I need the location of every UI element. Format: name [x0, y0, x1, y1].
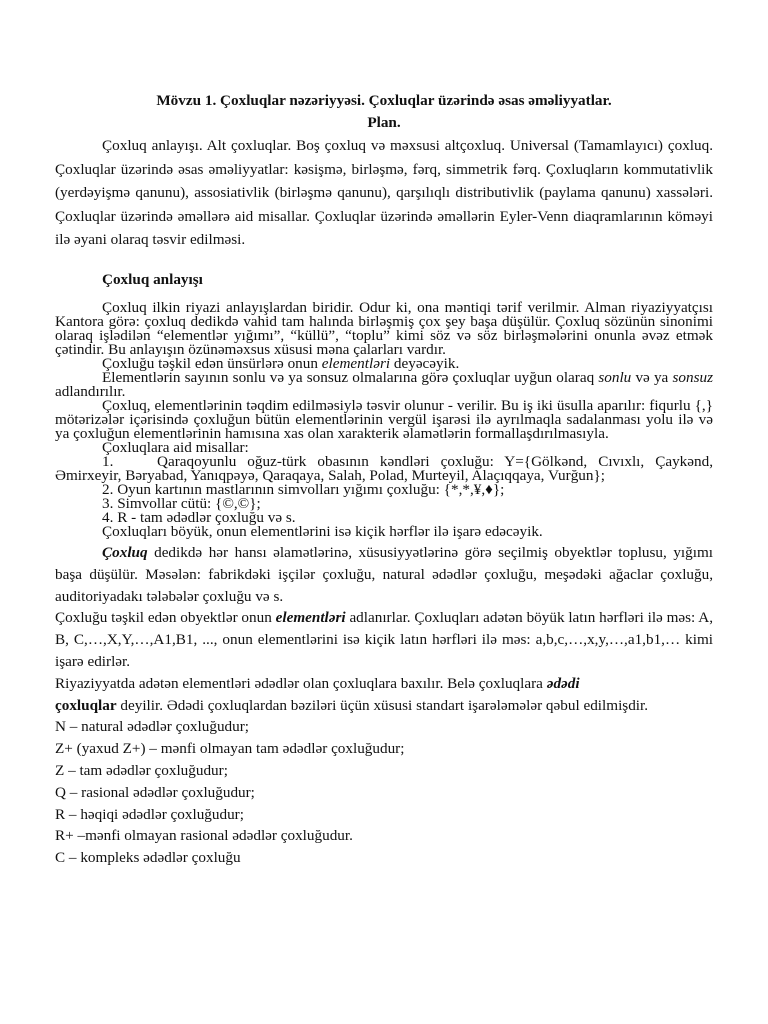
emphasis-term: elementləri — [275, 609, 346, 627]
emphasis-term: ədədi — [546, 674, 580, 692]
emphasis-term: sonsuz — [672, 368, 713, 386]
number-set-line: Z – tam ədədlər çoxluğudur; — [55, 761, 228, 779]
paragraph-finite-infinite: Elementlərin sayının sonlu və ya sonsuz olmalarına görə çoxluqlar uyğun olaraq sonlu və ya sonsuz adlandırılır. — [55, 368, 713, 400]
number-set-line: C – kompleks ədədlər çoxluğu — [55, 849, 241, 867]
paragraph-definition: Çoxluq ilkin riyazi anlayışlardan biridir. Odur ki, ona məntiqi tərif verilmir. Alman riyaziyyatçısı Kantora görə: çoxluq dedikdə vahid tam halında birləşmiş çox şey başa düşülür. Çoxluq sözünün sinonimi olaraq işlədilən “elementlər yığımı”, “küllü”, “toplu” kimi söz və söz birləşmələrini onunla əvəz etmək çətindir. Bu anlayışın özünəməxsus xüsusi məna çalarları vardır. — [55, 298, 713, 358]
number-set-line: N – natural ədədlər çoxluğudur; — [55, 718, 249, 736]
paragraph-set-meaning: Çoxluq dedikdə hər hansı əlamətlərinə, xüsusiyyətlərinə görə seçilmiş obyektlər toplusu, yığımı başa düşülür. Məsələn: fabrikdəki işçilər çoxluğu, natural ədədlər çoxluğu, meşədəki ağaclar çoxluğu, auditoriyadakı tələbələr çoxluğu və s. — [55, 543, 713, 605]
example-item: 1. Qaraqoyunlu oğuz-türk obasının kəndləri çoxluğu: Y={Gölkənd, Cıvıxlı, Çaykənd, Əmirxeyir, Bəryabad, Yanıqpəyə, Qaraqaya, Salah, Polad, Murteyil, Alaçıqqaya, Vurğun}; — [55, 452, 713, 484]
paragraph-representation: Çoxluq, elementlərinin təqdim edilməsiylə təsvir olunur - verilir. Bu iş iki üsulla aparılır: fiqurlu {,} mötərizələr içərisində çoxluğun bütün elementlərinin vergül işarəsi ilə ayrılmaqla sadalanması yolu ilə və ya çoxluğun elementlərinin hamısına xas olan xarakterik əlamətlərin formallaşdırılmasıyla. — [55, 396, 713, 442]
dense-section — [55, 298, 713, 540]
examples-heading: Çoxluqlara aid misallar: — [102, 438, 249, 456]
example-item: 2. Oyun kartının mastlarının simvolları yığımı çoxluğu: {*,*,¥,♦}; — [102, 480, 505, 498]
number-set-line: Z+ (yaxud Z+) – mənfi olmayan tam ədədlər çoxluğudur; — [55, 740, 405, 758]
plan-paragraph: Çoxluq anlayışı. Alt çoxluqlar. Boş çoxluq və məxsusi altçoxluq. Universal (Tamamlayıcı) çoxluq. Çoxluqlar üzərində əsas əməliyyatlar: kəsişmə, birləşmə, fərq, simmetrik fərq. Çoxluqların kommutativlik (yerdəyişmə qanunu), assosiativlik (birləşmə qanunu), qarşılıqlı distributivlik (paylama qanunu) xassələri. Çoxluqlar üzərində əməllərə aid misallar. Çoxluqlar üzərində əməllərin Eyler-Venn diaqramlarının köməyi ilə əyani olaraq təsvir edilməsi. — [55, 137, 713, 249]
paragraph-numeric-sets: Riyaziyyatda adətən elementləri ədədlər olan çoxluqlara baxılır. Belə çoxluqlara ədədi çoxluqlar deyilir. Ədədi çoxluqlardan bəziləri üçün xüsusi standart işarələmələr qəbul edilmişdir. — [55, 674, 649, 714]
emphasis-term: elementləri — [321, 354, 391, 372]
emphasis-term: sonlu — [598, 368, 632, 386]
number-set-line: Q – rasional ədədlər çoxluğudur; — [55, 783, 255, 801]
paragraph-notation: Çoxluqları böyük, onun elementlərini isə kiçik hərflər ilə işarə edəcəyik. — [102, 522, 543, 540]
emphasis-term: Çoxluq — [102, 543, 148, 561]
plan-heading: Plan. — [367, 114, 401, 131]
loose-section — [55, 542, 713, 869]
paragraph-set-objects: Çoxluğu təşkil edən obyektlər onun elementləri adlanırlar. Çoxluqları adətən böyük latın hərfləri ilə məs: A, B, C,…,X,Y,…,A1,B1, ..., onun elementlərini isə kiçik latın hərfləri ilə məs: a,b,c,…,x,y,…,a1,b1,… kimi işarə edirlər. — [55, 609, 713, 670]
example-item: 4. R - tam ədədlər çoxluğu və s. — [102, 508, 296, 526]
number-set-line: R+ –mənfi olmayan rasional ədədlər çoxluğudur. — [55, 827, 353, 845]
document-title: Mövzu 1. Çoxluqlar nəzəriyyəsi. Çoxluqlar üzərində əsas əməliyyatlar. — [156, 92, 612, 109]
section-heading: Çoxluq anlayışı — [102, 270, 203, 288]
paragraph-elements: Çoxluğu təşkil edən ünsürlərə onun elementləri deyəcəyik. — [102, 354, 460, 372]
emphasis-term: çoxluqlar — [55, 696, 117, 714]
number-set-line: R – həqiqi ədədlər çoxluğudur; — [55, 805, 244, 823]
example-item: 3. Simvollar cütü: {©,©}; — [102, 494, 261, 512]
